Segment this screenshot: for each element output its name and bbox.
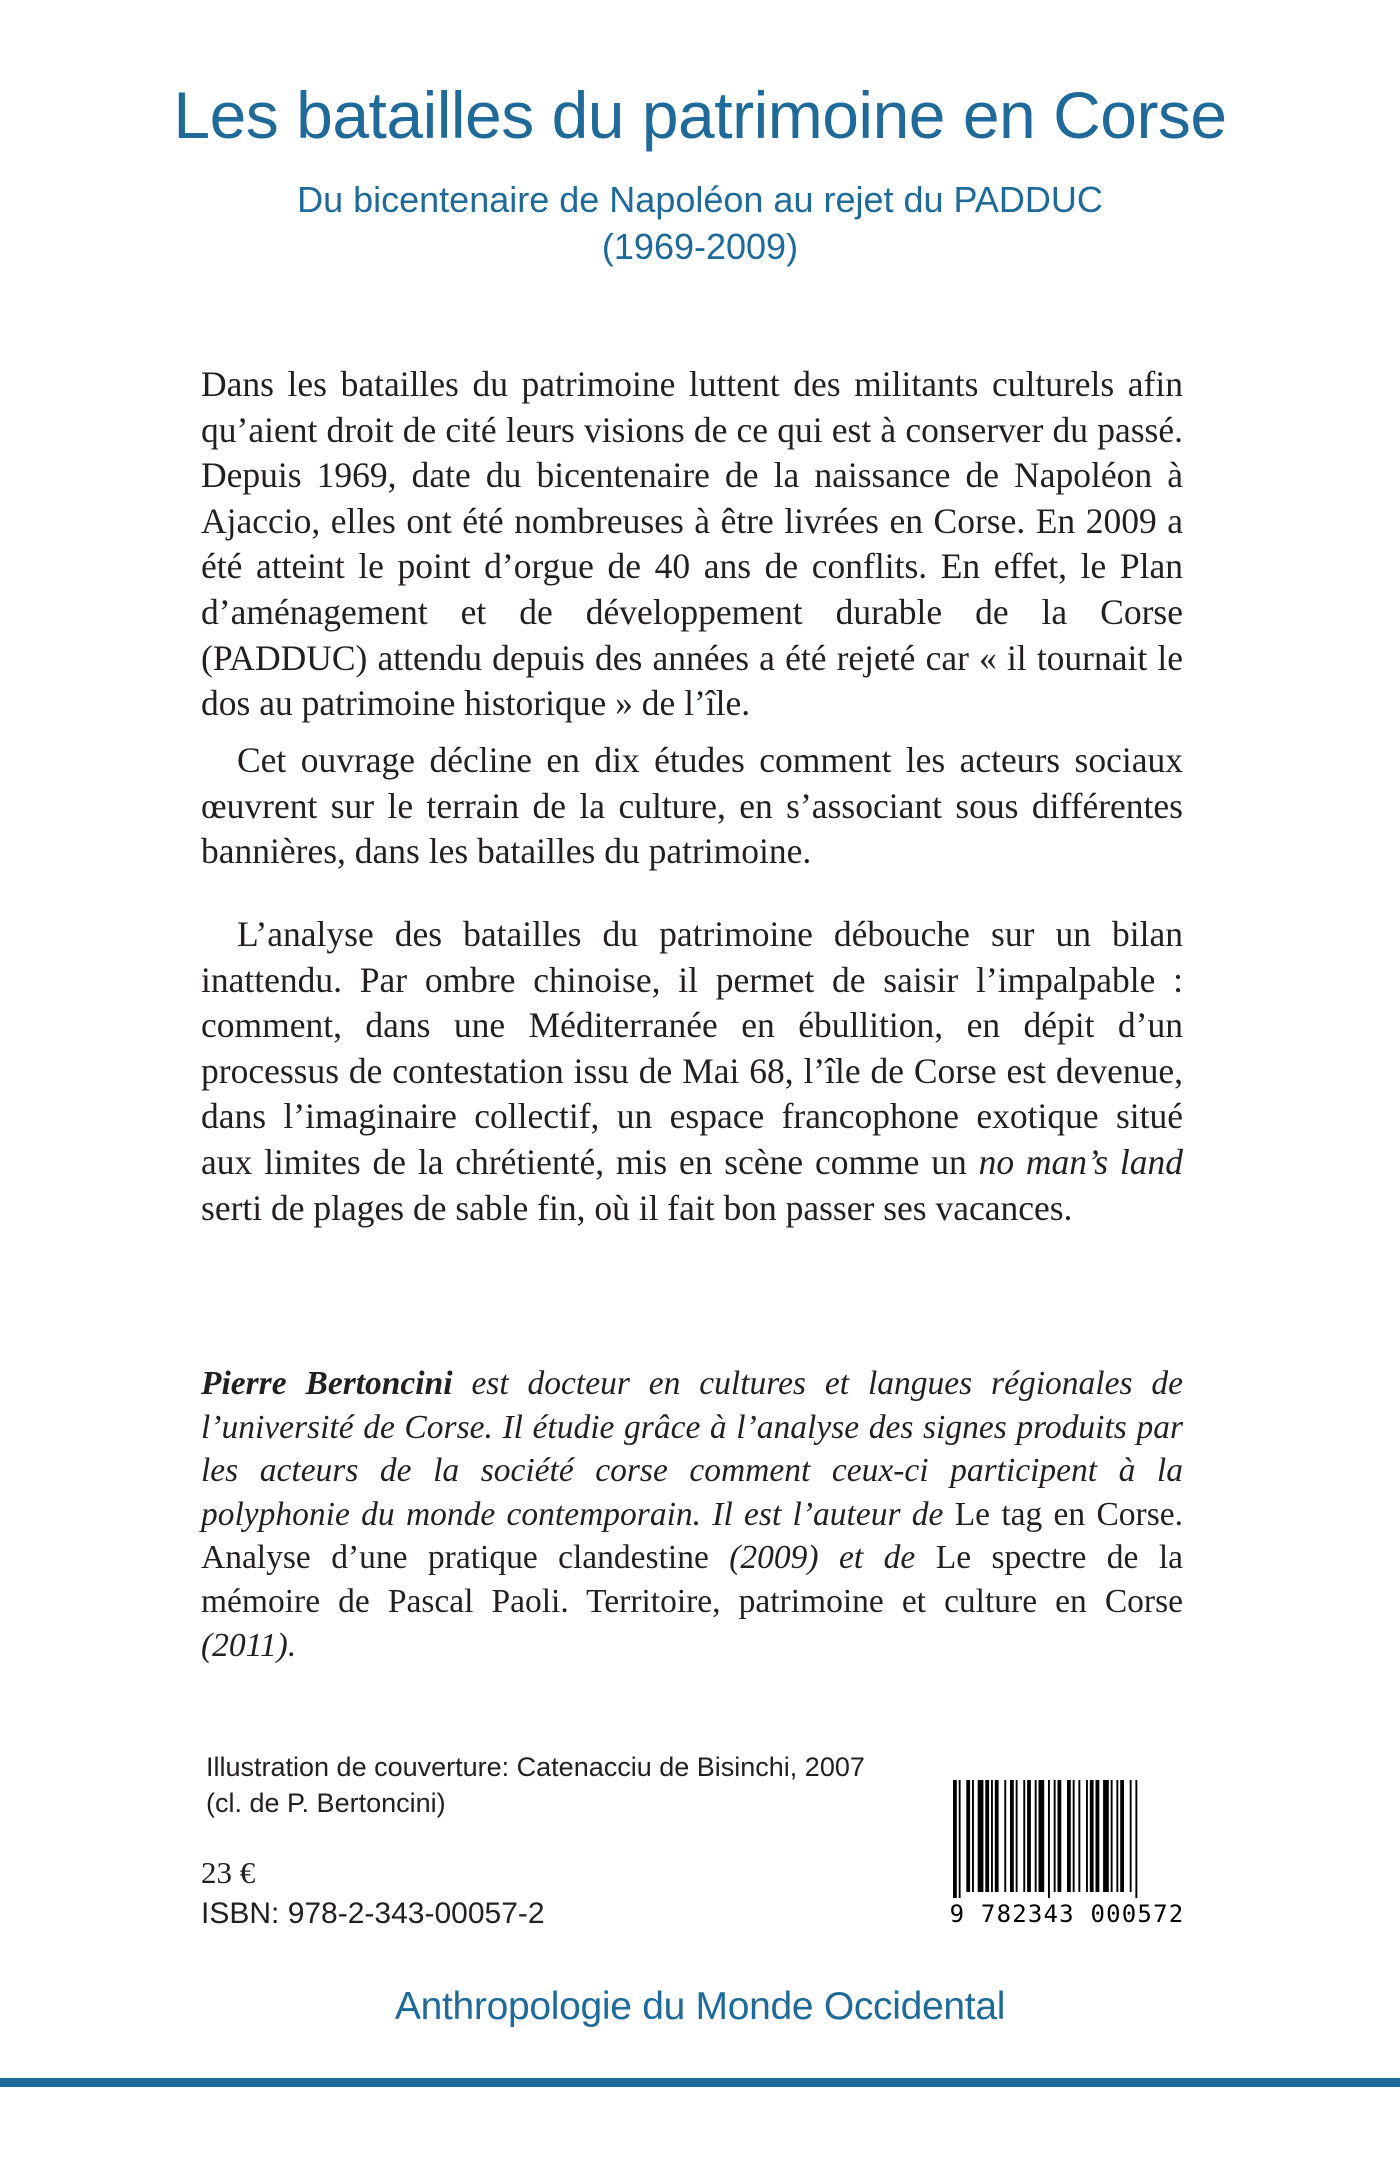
barcode-bar (1004, 1780, 1006, 1892)
author-name: Pierre Bertoncini (201, 1365, 453, 1402)
barcode-bar (978, 1780, 984, 1892)
price: 23 € (201, 1855, 256, 1890)
summary-text-3-italic: no man’s land (978, 1141, 1183, 1182)
author-book-1: Le tag en Corse. Analyse d’une pratique clandestine (201, 1495, 1183, 1577)
barcode-bar (959, 1780, 961, 1898)
summary-text-3 (201, 912, 1183, 1231)
barcode-bar (1120, 1780, 1124, 1892)
barcode-bar (1067, 1780, 1071, 1892)
subtitle-line-1: Du bicentenaire de Napoléon au rejet du PADDUC (297, 179, 1103, 220)
summary-text-2: Cet ouvrage décline en dix études comment les acteurs sociaux œuvrent sur le terrain de la culture, en s’associant sous différentes bannières, dans les batailles du patrimoine. (201, 740, 1183, 872)
book-subtitle (0, 176, 1400, 270)
barcode-bar (1073, 1780, 1075, 1892)
barcode-bar (972, 1780, 974, 1892)
barcode-bar (1116, 1780, 1118, 1892)
barcode-digits: 9 782343 000572 (949, 1900, 1185, 1928)
barcode-bar (1016, 1780, 1018, 1892)
barcode-bar (1058, 1780, 1062, 1892)
barcode-bar (1039, 1780, 1045, 1892)
illustration-credit (206, 1749, 966, 1821)
author-book-2-year: (2011). (201, 1626, 297, 1664)
barcode-bar (1023, 1780, 1025, 1892)
barcode-bar (966, 1780, 970, 1892)
barcode-bar (1103, 1780, 1109, 1892)
illustration-credit-line-2: (cl. de P. Bertoncini) (206, 1788, 446, 1818)
barcode-bar (1054, 1780, 1056, 1892)
summary-paragraph-2 (201, 738, 1183, 875)
barcode-bar (1096, 1780, 1100, 1892)
summary-paragraph-3 (201, 912, 1183, 1231)
barcode-bar (1027, 1780, 1031, 1892)
author-bio-text: est docteur en cultures et langues régionales de l’université de Corse. Il étudie grâce à l’analyse des signes produits par les acteurs de la société corse comment ceux-ci participent à la polyphonie du monde contemporain. Il est l’auteur de (201, 1365, 1183, 1533)
author-book-1-year: (2009) et de (729, 1539, 916, 1577)
subtitle-line-2: (1969-2009) (601, 226, 799, 267)
barcode-bars (945, 1780, 1189, 1898)
barcode-bar (953, 1780, 957, 1898)
barcode-bar (1135, 1780, 1137, 1898)
book-title: Les batailles du patrimoine en Corse (173, 78, 1227, 152)
bottom-rule (0, 2078, 1400, 2087)
barcode-bar (995, 1780, 999, 1892)
barcode-bar (1010, 1780, 1014, 1892)
barcode-bar (1111, 1780, 1113, 1892)
illustration-credit-line-1: Illustration de couverture: Catenacciu de Bisinchi, 2007 (206, 1752, 865, 1782)
summary-text-1: Dans les batailles du patrimoine luttent des militants culturels afin qu’aient droit de cité leurs visions de ce qui est à conserver du passé. Depuis 1969, date du bicentenaire de la naissance de Napoléon à Ajaccio, elles ont été nombreuses à être livrées en Corse. En 2009 a été atteint le point d’orgue de 40 ans de conflits. En effet, le Plan d’aménagement et de développement durable de la Corse (PADDUC) attendu depuis des années a été rejeté car « il tournait le dos au patrimoine historique » de l’île. (201, 364, 1183, 724)
summary-text-3b: serti de plages de sable fin, où il fait bon passer ses vacances. (201, 1187, 1073, 1228)
barcode-bar (991, 1780, 993, 1892)
author-bio (201, 1362, 1183, 1667)
barcode-bar (1130, 1780, 1132, 1892)
barcode-bar (985, 1780, 989, 1892)
barcode-bar (1090, 1780, 1094, 1892)
barcode-bar (1086, 1780, 1088, 1892)
author-book-2: Le spectre de la mémoire de Pascal Paoli. Territoire, patrimoine et culture en Corse (201, 1539, 1184, 1620)
series-name: Anthropologie du Monde Occidental (394, 1985, 1006, 2028)
barcode-bar (1035, 1780, 1037, 1892)
isbn: ISBN: 978-2-343-00057-2 (201, 1897, 545, 1930)
barcode-bar (1048, 1780, 1050, 1898)
summary-text-3a: L’analyse des batailles du patrimoine débouche sur un bilan inattendu. Par ombre chinoise, il permet de saisir l’impalpable : comment, dans une Méditerranée en ébullition, en dépit d’un processus de contestation issu de Mai 68, l’île de Corse est devenue, dans l’imaginaire collectif, un espace francophone exotique situé aux limites de la chrétienté, mis en scène comme un (201, 914, 1183, 1182)
barcode-bar (1078, 1780, 1080, 1892)
summary-paragraph-1 (201, 362, 1183, 727)
